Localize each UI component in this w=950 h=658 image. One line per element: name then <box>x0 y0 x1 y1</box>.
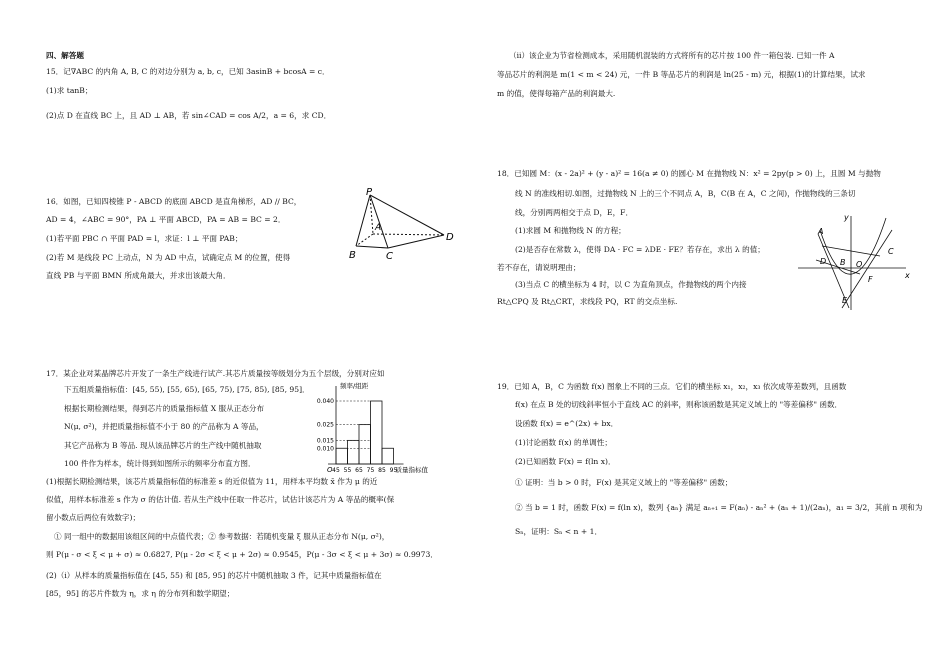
q18-line6: 若不存在，请说明理由； <box>497 263 581 272</box>
q16-line2: AD = 4，∠ABC = 90°，PA ⊥ 平面 ABCD，PA = AB = BC = 2． <box>46 215 286 224</box>
q17-line12: (2)（i）从样本的质量指标值在 [45, 55) 和 [85, 95] 的芯片中随机抽取 3 件，记其中质量指标值在 <box>46 571 382 580</box>
q18-line4: (1)求圆 M 和抛物线 N 的方程； <box>515 226 626 235</box>
label-D: D <box>446 232 454 243</box>
section-title: 四、解答题 <box>46 51 84 60</box>
histogram-y-tick: 0.025 <box>316 421 334 429</box>
label-C: C <box>386 251 393 262</box>
q19-line8: Sₙ，证明：Sₙ < n + 1． <box>515 527 603 536</box>
edge-CD <box>388 235 444 248</box>
q17-line13: [85，95] 的芯片件数为 η，求 η 的分布列和数学期望； <box>46 589 235 598</box>
q17-line1: 17．某企业对某晶牌芯片开发了一条生产线进行试产.其芯片质量按等级划分为五个层级，分别对应如 <box>46 369 385 378</box>
q17-line8: 似值，用样本标准差 s 作为 σ 的估计值. 若从生产线中任取一件芯片，试估计该芯片为 A 等品的概率(保 <box>46 495 395 504</box>
tangent-at-C <box>842 230 892 308</box>
q15-part2: (2)点 D 在直线 BC 上，且 AD ⊥ AB，若 sin∠CAD = cos A/2，a = 6，求 CD． <box>46 111 332 120</box>
histogram-x-tick: 75 <box>366 467 375 474</box>
histogram-bar-85 <box>382 448 394 464</box>
histogram-bar-75 <box>371 401 383 464</box>
histogram-x-label: 质量指标值 <box>395 466 428 474</box>
q16-line5: 直线 PB 与平面 BMN 所成角最大，并求出该最大角． <box>46 271 231 280</box>
q19-line7: ② 当 b = 1 时，函数 F(x) = f(ln x)，数列 {aₙ} 满足 aₙ₊₁ = F(aₙ) - aₙ² + (aₙ + 1)/(2aₙ)，a₁ = 3/2，其前 n 项和为 <box>515 503 923 512</box>
q19-line5: (2)已知函数 F(x) = f(ln x)． <box>515 457 616 466</box>
label-y: y <box>844 213 849 222</box>
q17-line6: 100 件作为样本，统计得到如图所示的频率分布直方图． <box>64 459 256 468</box>
histogram-y-tick: 0.015 <box>316 437 334 445</box>
q19-line3: 设函数 f(x) = e^(2x) + bx． <box>515 419 619 428</box>
q19-line4: (1)讨论函数 f(x) 的单调性； <box>515 438 612 447</box>
q18-line7: (3)当点 C 的横坐标为 4 时，以 C 为直角顶点，作抛物线的两个内接 <box>515 280 747 289</box>
q17-line11: 则 P(μ - σ < ξ < μ + σ) ≈ 0.6827, P(μ - 2σ < ξ < μ + 2σ) ≈ 0.9545，P(μ - 3σ < ξ < μ + 3σ) ≈ 0.9973． <box>46 550 438 559</box>
label-C: C <box>888 247 894 256</box>
histogram-y-tick: 0.040 <box>316 398 334 405</box>
q16-line3: (1)若平面 PBC ∩ 平面 PAD = l，求证：l ⊥ 平面 PAB； <box>46 234 243 243</box>
histogram-x-tick: 45 <box>332 467 340 474</box>
q17-line7: (1)根据长期检测结果，该芯片质量指标值的标准差 s 的近似值为 11，用样本平均数 x̄ 作为 μ 的近 <box>46 477 378 486</box>
histogram-x-tick: 95 <box>389 467 398 474</box>
histogram-x-tick: 55 <box>343 467 352 474</box>
q18-line2: 线 N 的准线相切.如图，过抛物线 N 上的三个不同点 A，B，C(B 在 A，C 之间)，作抛物线的三条切 <box>515 189 856 198</box>
edge-BC <box>356 246 388 248</box>
q17-line3: 根据长期检测结果，得到芯片的质量指标值 X 服从正态分布 <box>64 404 265 413</box>
label-B: B <box>349 250 356 261</box>
histogram-bar-55 <box>348 440 360 464</box>
histogram-y-label: 频率/组距 <box>340 382 369 390</box>
q19-line6: ① 证明：当 b > 0 时，F(x) 是其定义域上的 "等差偏移" 函数； <box>515 478 733 487</box>
histogram-origin: O <box>327 466 333 474</box>
frequency-histogram <box>290 378 450 474</box>
label-x: x <box>905 271 910 280</box>
q17-line9: 留小数点后两位有效数字)； <box>46 513 141 522</box>
histogram-x-tick: 65 <box>355 467 363 474</box>
label-O: O <box>856 260 863 269</box>
q16-line4: (2)若 M 是线段 PC 上动点，N 为 AD 中点，试确定点 M 的位置，使得 <box>46 253 291 262</box>
label-A: A <box>375 223 382 233</box>
q18-line3: 线，分别两两相交于点 D，E，F． <box>515 208 634 217</box>
edge-PB <box>356 195 370 246</box>
q15-part1: (1)求 tanB； <box>46 86 93 95</box>
label-E: E <box>842 296 848 305</box>
q17-ii-line2: 等品芯片的利润是 m(1 < m < 24) 元，一件 B 等品芯片的利润是 ln(25 - m) 元，根据(1)的计算结果，试求 <box>497 70 866 79</box>
histogram-x-tick: 85 <box>378 467 386 474</box>
q17-line4: N(μ, σ²)，并把质量指标值不小于 80 的产品称为 A 等品， <box>64 422 264 431</box>
label-P: P <box>366 187 373 198</box>
q15-stem: 15．记∇ABC 的内角 A, B, C 的对边分别为 a, b, c，已知 3asinB + bcosA = c． <box>46 67 330 76</box>
pyramid-figure <box>346 186 458 264</box>
q17-ii-line3: m 的值，使得每箱产品的利润最大. <box>497 89 616 98</box>
q19-line2: f(x) 在点 B 处的切线斜率恒小于直线 AC 的斜率，则称该函数是其定义域上的 "等差偏移" 函数． <box>515 400 843 409</box>
q19-line1: 19．已知 A，B，C 为函数 f(x) 图象上不同的三点．它们的横坐标 x₁，x₂，x₃ 依次成等差数列，且函数 <box>497 382 847 391</box>
histogram-bar-45 <box>336 448 348 464</box>
q16-line1: 16．如图，已知四棱锥 P - ABCD 的底面 ABCD 是直角梯形，AD // BC， <box>46 197 302 206</box>
q17-ii-line1: （ii）该企业为节省检测成本，采用随机混装的方式将所有的芯片按 100 件一箱包装. 已知一件 A <box>509 51 835 60</box>
q18-line1: 18．已知圆 M：(x - 2a)² + (y - a)² = 16(a ≠ 0) 的圆心 M 在抛物线 N：x² = 2py(p > 0) 上，且圆 M 与抛物 <box>497 169 881 178</box>
q17-line10: ① 同一组中的数据用该组区间的中点值代表；② 参考数据：若随机变量 ξ 服从正态分布 N(μ, σ²)， <box>54 532 390 541</box>
q17-line5: 其它产品称为 B 等品. 现从该品牌芯片的生产线中随机抽取 <box>64 441 262 450</box>
label-B: B <box>840 258 846 267</box>
q18-line8: Rt△CPQ 及 Rt△CRT，求线段 PQ，RT 的交点坐标. <box>497 297 678 306</box>
parabola-figure <box>794 212 914 312</box>
q18-line5: (2)是否存在常数 λ，使得 DA · FC = λDE · FE？若存在，求出 λ 的值； <box>515 245 765 254</box>
label-A: A <box>818 227 824 236</box>
label-D: D <box>820 257 827 266</box>
label-F: F <box>868 275 873 284</box>
parabola-curve <box>820 218 886 274</box>
q17-line2: 下五组质量指标值：[45, 55), [55, 65), [65, 75), [75, 85), [85, 95]． <box>64 385 310 394</box>
histogram-bar-65 <box>359 425 371 464</box>
histogram-y-tick: 0.010 <box>316 445 334 453</box>
